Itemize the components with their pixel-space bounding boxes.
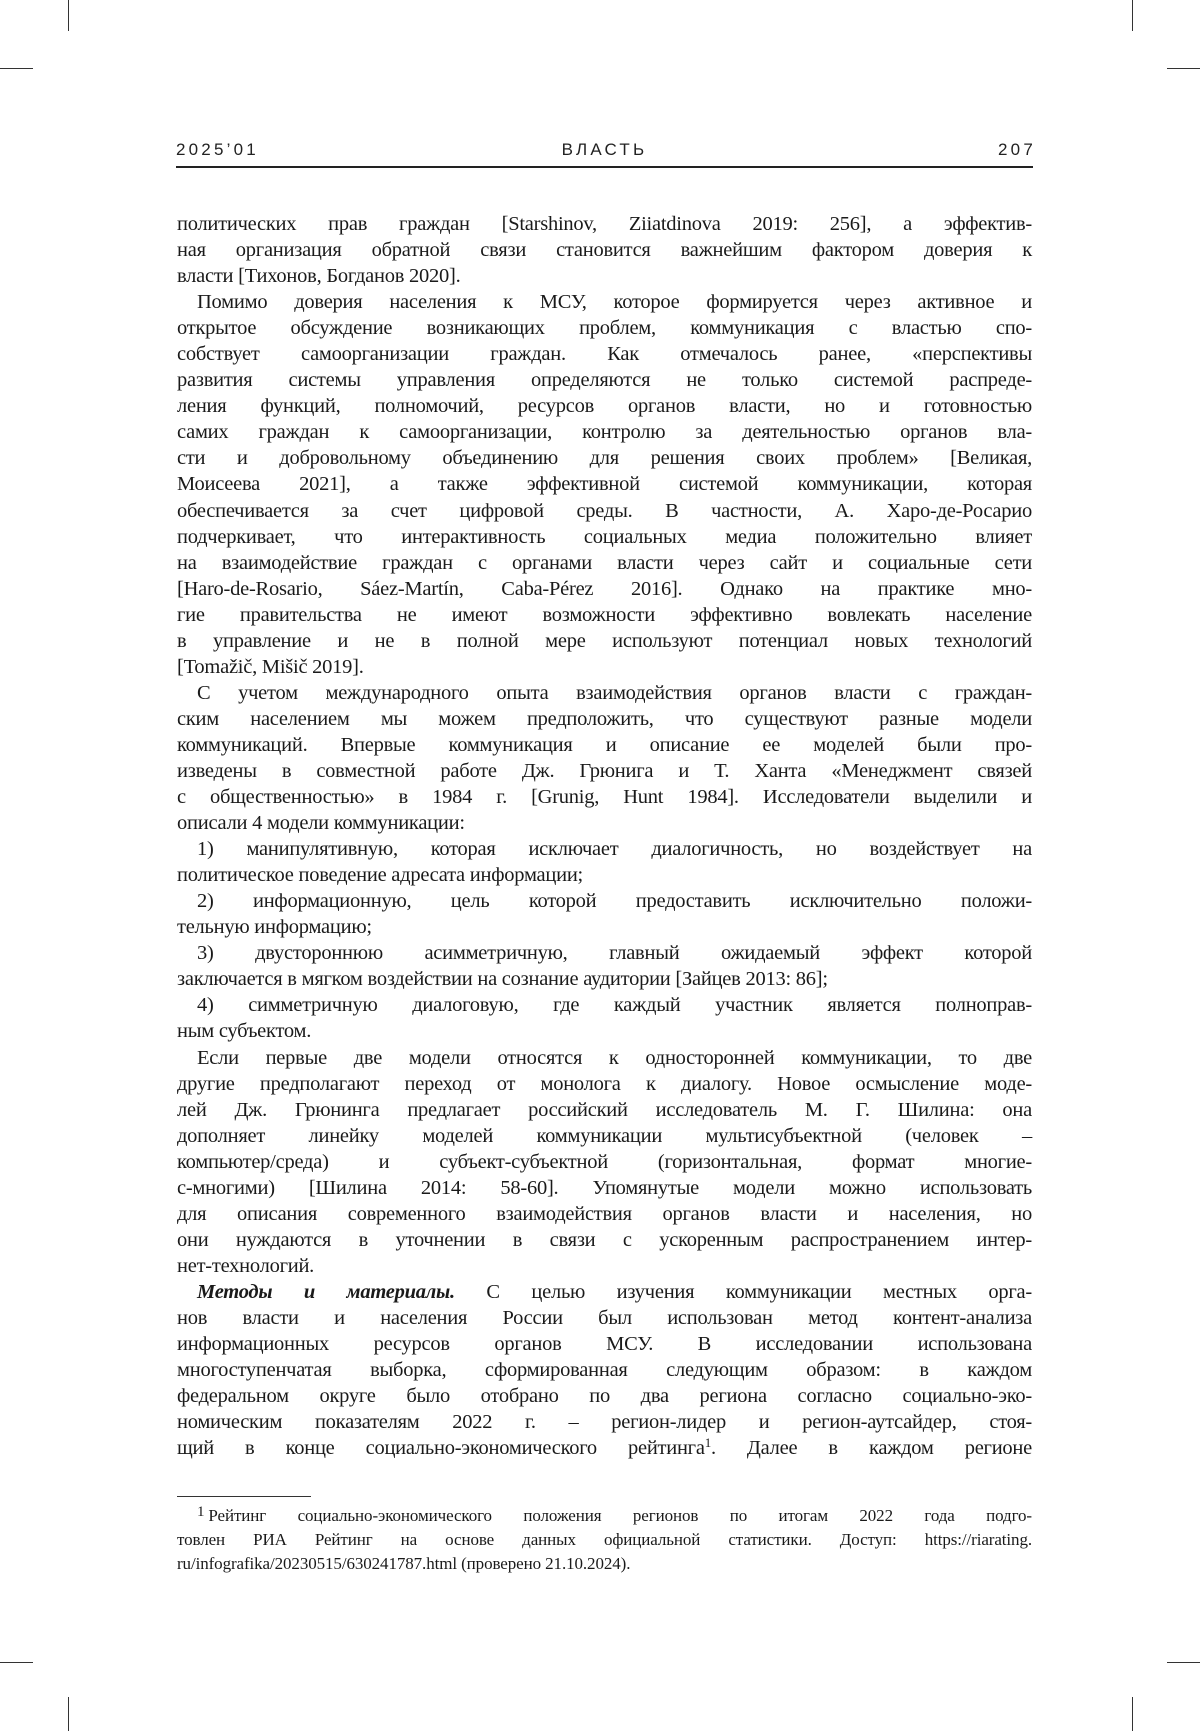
crop-mark [68,1697,69,1731]
text-line [177,315,1032,341]
footnote-text: Рейтинг социально-экономического положения регионов по итогам 2022 года подго- [208,1506,1032,1525]
line-text: ная организация обратной связи становится важнейшим фактором доверия к [177,239,1032,262]
line-text: 4) симметричную диалоговую, где каждый участник является полноправ- [197,994,1032,1017]
text-line [177,1201,1032,1227]
line-text: изведены в совместной работе Дж. Грюнига и Т. Ханта «Менеджмент связей [177,759,1032,782]
line-text: Если первые две модели относятся к односторонней коммуникации, то две [197,1046,1032,1069]
footnote-line [177,1504,1032,1528]
line-text: сти и добровольному объединению для решения своих проблем» [Великая, [177,447,1032,470]
line-text: компьютер/среда) и субъект-субъектной (горизонтальная, формат многие- [177,1150,1032,1173]
line-text: подчеркивает, что интерактивность социальных медиа положительно влияет [177,525,1032,548]
line-text: [Haro-de-Rosario, Sáez-Martín, Caba-Pérez 2016]. Однако на практике мно- [177,577,1032,600]
line-text: щий в конце социально-экономического рейтинга [177,1437,705,1460]
text-line [177,1305,1032,1331]
text-line [177,940,1032,966]
page-number: 207 [998,140,1036,159]
line-text: Моисеева 2021], а также эффективной системой коммуникации, которая [177,473,1032,496]
footnote-number: 1 [197,1504,205,1520]
paragraph [177,836,1032,888]
footnote-line [177,1552,1032,1576]
crop-mark [1167,1662,1200,1663]
line-text: с-многими) [Шилина 2014: 58-60]. Упомянутые модели можно использовать [177,1176,1032,1199]
crop-mark [0,1662,33,1663]
line-text: многоступенчатая выборка, сформированная следующим образом: в каждом [177,1359,1032,1382]
line-text: нов власти и населения России был использован метод контент-анализа [177,1306,1032,1329]
line-text: 1) манипулятивную, которая исключает диалогичность, но воздействует на [197,838,1032,861]
footnote-reference: 1 [704,1435,711,1451]
text-line [177,1071,1032,1097]
line-text: С учетом международного опыта взаимодействия органов власти с граждан- [197,681,1032,704]
line-text: с общественностью» в 1984 г. [Grunig, Hunt 1984]. Исследователи выделили и [177,786,1032,809]
text-line [177,471,1032,497]
footnote [177,1504,1032,1576]
line-text: 3) двустороннюю асимметричную, главный ожидаемый эффект которой [197,942,1032,965]
line-text: дополняет линейку моделей коммуникации мультисубъектной (человек – [177,1124,1032,1147]
line-text: описали 4 модели коммуникации: [177,812,465,835]
article-body [177,211,1032,1461]
crop-mark [0,68,33,69]
text-line [177,237,1032,263]
text-line [177,1018,1032,1044]
line-text: . Далее в каждом регионе [710,1437,1032,1460]
line-text: для описания современного взаимодействия органов власти и населения, но [177,1202,1032,1225]
crop-mark [1167,68,1200,69]
text-line [177,810,1032,836]
text-line [177,784,1032,810]
footnote-line [177,1528,1032,1552]
line-text: С целью изучения коммуникации местных орга- [454,1280,1032,1303]
line-text: 2) информационную, цель которой предоставить исключительно положи- [197,890,1032,913]
line-text: обеспечивается за счет цифровой среды. В частности, А. Харо-де-Росарио [177,499,1032,522]
running-header [176,138,1036,166]
line-text: лей Дж. Грюнинга предлагает российский исследователь М. Г. Шилина: она [177,1098,1032,1121]
header-rule [176,166,1033,168]
text-line [177,914,1032,940]
crop-mark [68,0,69,31]
crop-mark [1132,1697,1133,1731]
text-line [177,888,1032,914]
text-line [177,992,1032,1018]
line-text: на взаимодействие граждан с органами власти через сайт и социальные сети [177,551,1032,574]
text-line [177,628,1032,654]
line-text: власти [Тихонов, Богданов 2020]. [177,265,461,288]
line-text: другие предполагают переход от монолога к диалогу. Новое осмысление моде- [177,1072,1032,1095]
line-text: политическое поведение адресата информации; [177,864,583,887]
paragraph [177,992,1032,1044]
text-line [177,550,1032,576]
text-line [177,211,1032,237]
text-line [177,1045,1032,1071]
text-line [177,263,1032,289]
text-line [177,1123,1032,1149]
paragraph [177,940,1032,992]
text-line [177,1357,1032,1383]
text-line [177,1435,1032,1461]
text-line [177,836,1032,862]
text-line [177,758,1032,784]
text-line [177,524,1032,550]
line-text: самих граждан к самоорганизации, контролю за деятельностью органов вла- [177,421,1032,444]
paragraph [177,289,1032,680]
line-text: информационных ресурсов органов МСУ. В исследовании использована [177,1333,1032,1356]
paragraph [177,1045,1032,1279]
line-text: номическим показателям 2022 г. – регион-лидер и регион-аутсайдер, стоя- [177,1411,1032,1434]
line-text: нет-технологий. [177,1254,315,1277]
text-line [177,393,1032,419]
text-line [177,732,1032,758]
crop-mark [1132,0,1133,31]
text-line [177,498,1032,524]
text-line [177,1175,1032,1201]
text-line [177,445,1032,471]
text-line [177,289,1032,315]
line-text: [Tomažič, Mišič 2019]. [177,655,364,678]
line-text: тельную информацию; [177,916,372,939]
text-line [177,1149,1032,1175]
paragraph [177,888,1032,940]
line-text: развития системы управления определяются не только системой распреде- [177,369,1032,392]
footnote-text: ru/infografika/20230515/630241787.html (проверено 21.10.2024). [177,1554,631,1573]
text-line [177,706,1032,732]
line-text: они нуждаются в уточнении в связи с ускоренным распространением интер- [177,1228,1032,1251]
line-text: Помимо доверия населения к МСУ, которое формируется через активное и [197,291,1032,314]
line-text: открытое обсуждение возникающих проблем, коммуникация с властью спо- [177,317,1032,340]
paragraph [177,680,1032,836]
text-line [177,862,1032,888]
text-line [177,1253,1032,1279]
text-line [177,966,1032,992]
text-line [177,419,1032,445]
line-text: в управление и не в полной мере используют потенциал новых технологий [177,629,1032,652]
line-text: собствует самоорганизации граждан. Как отмечалось ранее, «перспективы [177,343,1032,366]
text-line [177,602,1032,628]
line-text: коммуникаций. Впервые коммуникация и описание ее моделей были про- [177,733,1032,756]
paragraph [177,1279,1032,1461]
text-line [177,1383,1032,1409]
issue-number: 2025’01 [176,140,259,159]
text-line [177,1097,1032,1123]
text-line [177,1409,1032,1435]
text-line [177,680,1032,706]
line-text: федеральном округе было отобрано по два региона согласно социально-эко- [177,1385,1032,1408]
line-text: ским населением мы можем предположить, что существуют разные модели [177,707,1032,730]
line-text: ным субъектом. [177,1020,312,1043]
text-line [177,341,1032,367]
paragraph [177,211,1032,289]
section-heading: Методы и материалы. [197,1280,455,1303]
footnote-separator [177,1496,311,1497]
line-text: политических прав граждан [Starshinov, Ziiatdinova 2019: 256], а эффектив- [177,213,1032,235]
line-text: заключается в мягком воздействии на сознание аудитории [Зайцев 2013: 86]; [177,968,828,991]
line-text: гие правительства не имеют возможности эффективно вовлекать население [177,603,1032,626]
text-line [177,1331,1032,1357]
text-line [177,1227,1032,1253]
line-text: ления функций, полномочий, ресурсов органов власти, но и готовностью [177,395,1032,418]
text-line [177,576,1032,602]
text-line [177,1279,1032,1305]
text-line [177,367,1032,393]
text-line [177,654,1032,680]
footnote-text: товлен РИА Рейтинг на основе данных официальной статистики. Доступ: https://riarating. [177,1530,1032,1549]
journal-title: ВЛАСТЬ [561,140,648,159]
